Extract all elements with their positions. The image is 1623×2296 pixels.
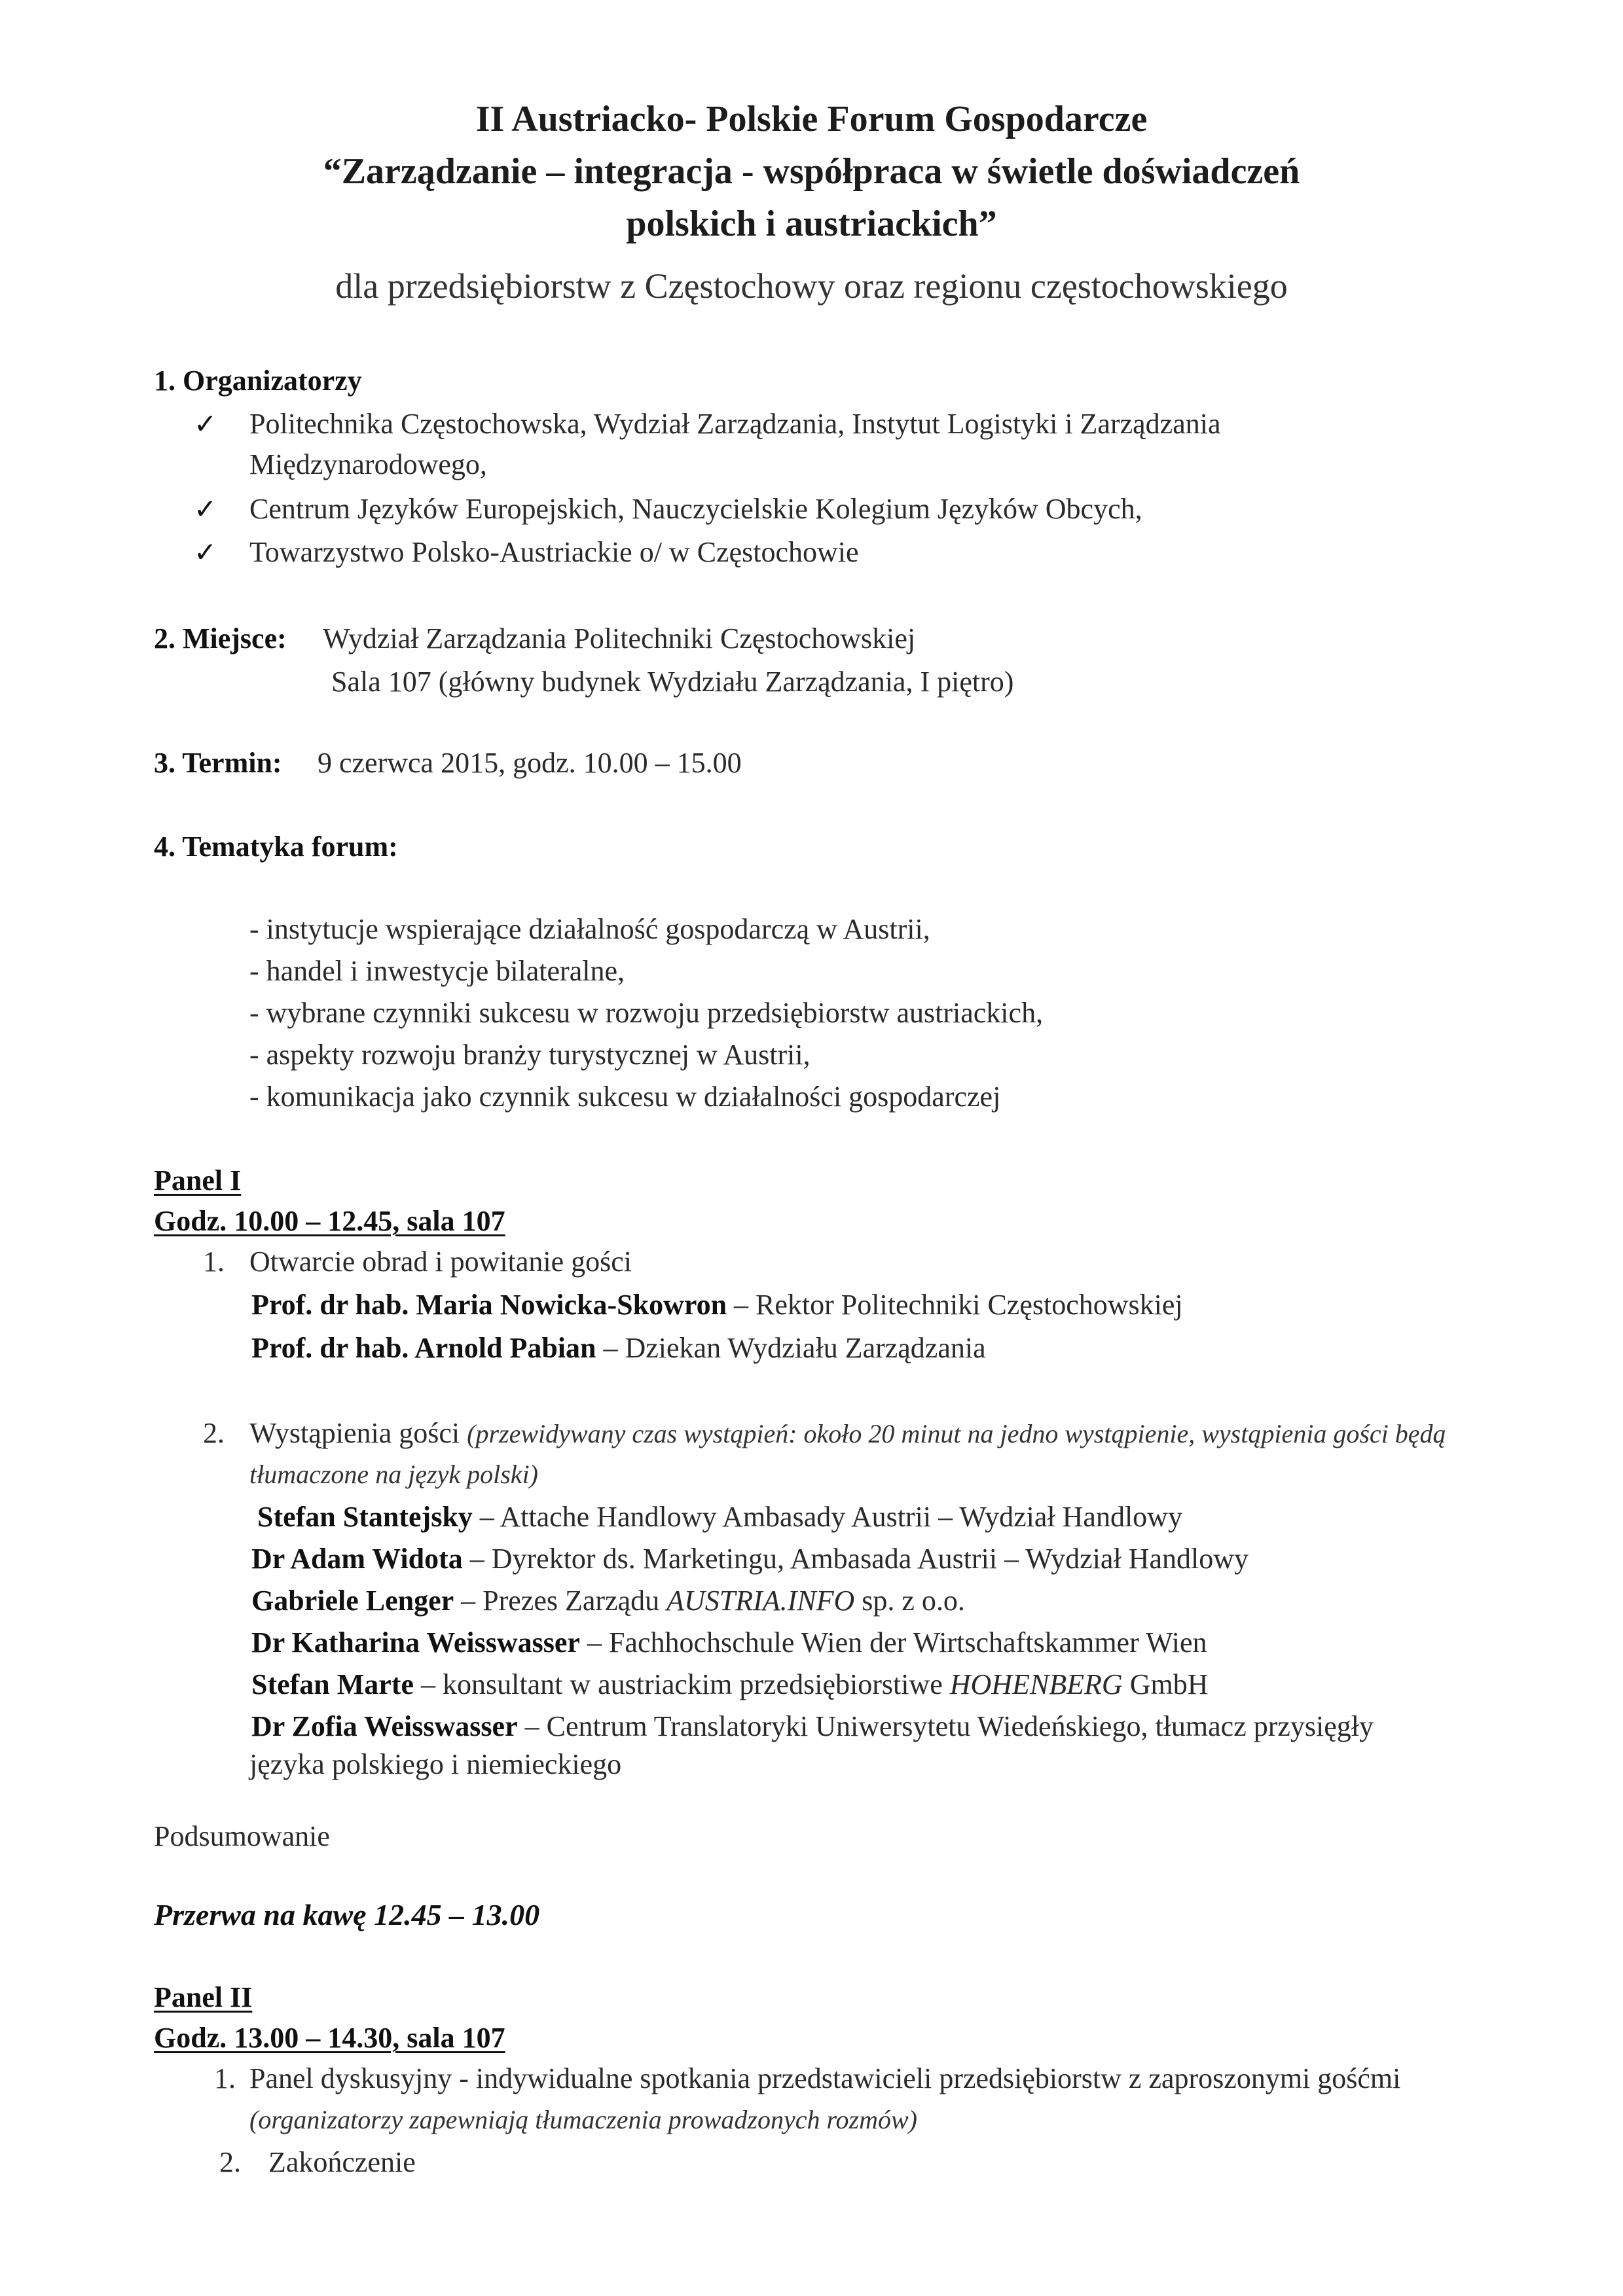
panel-2-item-2-text: Zakończenie xyxy=(268,2146,416,2178)
topic-item: - aspekty rozwoju branży turystycznej w Austrii, xyxy=(249,1039,811,1071)
speaker-name: Stefan Stantejsky xyxy=(257,1501,473,1533)
check-icon: ✓ xyxy=(194,408,217,440)
topic-item: - handel i inwestycje bilateralne, xyxy=(249,955,625,987)
panel-1-item-1-number: 1. xyxy=(203,1246,225,1278)
organizer-item: Towarzystwo Polsko-Austriackie o/ w Częstochowie xyxy=(249,536,859,568)
speaker-name: Dr Zofia Weisswasser xyxy=(251,1710,518,1742)
section-topics-heading: 4. Tematyka forum: xyxy=(154,831,398,863)
panel-1-item-2-note: (przewidywany czas wystąpień: około 20 minut na jedno wystąpienie, wystąpienia gości będą xyxy=(467,1419,1446,1448)
speaker-role: – Centrum Translatoryki Uniwersytetu Wiedeńskiego, tłumacz przysięgły xyxy=(517,1710,1374,1742)
panel-2-heading: Panel II xyxy=(154,1981,253,2013)
section-date-heading: 3. Termin: xyxy=(154,747,282,779)
guest-speaker xyxy=(251,1626,1207,1660)
panel-1-item-2 xyxy=(249,1416,1446,1450)
panel-1-item-2-note-continuation: tłumaczone na język polski) xyxy=(249,1460,538,1489)
topic-item: - instytucje wspierające działalność gospodarczą w Austrii, xyxy=(249,913,930,945)
speaker-role: – Prezes Zarządu xyxy=(454,1585,667,1617)
document-title-line-1: II Austriacko- Polskie Forum Gospodarcze xyxy=(475,99,1148,139)
organizer-item: Politechnika Częstochowska, Wydział Zarządzania, Instytut Logistyki i Zarządzania xyxy=(249,408,1221,440)
guest-speaker xyxy=(251,1584,965,1618)
speaker-role: – Rektor Politechniki Częstochowskiej xyxy=(727,1289,1183,1321)
panel-2-item-1-text: Panel dyskusyjny - indywidualne spotkania przedstawicieli przedsiębiorstw z zaproszonymi gośćmi xyxy=(249,2062,1401,2094)
guest-speaker xyxy=(251,1542,1249,1576)
place-line-2: Sala 107 (główny budynek Wydziału Zarządzania, I piętro) xyxy=(331,666,1014,698)
coffee-break: Przerwa na kawę 12.45 – 13.00 xyxy=(154,1898,540,1931)
speaker-name: Dr Adam Widota xyxy=(251,1543,463,1575)
speaker-role-end: sp. z o.o. xyxy=(854,1585,965,1617)
opening-speaker xyxy=(251,1331,986,1365)
document-title-line-2: “Zarządzanie – integracja - współpraca w świetle doświadczeń xyxy=(323,151,1300,192)
speaker-role: – konsultant w austriackim przedsiębiorstiwe xyxy=(414,1668,950,1700)
check-icon: ✓ xyxy=(194,493,217,525)
speaker-name: Gabriele Lenger xyxy=(251,1585,454,1617)
speaker-name: Dr Katharina Weisswasser xyxy=(251,1626,580,1659)
company-name: AUSTRIA.INFO xyxy=(666,1585,855,1617)
topic-item: - komunikacja jako czynnik sukcesu w działalności gospodarczej xyxy=(249,1081,1001,1113)
speaker-name: Prof. dr hab. Arnold Pabian xyxy=(251,1332,596,1364)
check-icon: ✓ xyxy=(194,536,217,568)
panel-1-item-2-text: Wystąpienia gości xyxy=(249,1417,467,1449)
speaker-role: – Attache Handlowy Ambasady Austrii – Wydział Handlowy xyxy=(472,1501,1182,1533)
topic-item: - wybrane czynniki sukcesu w rozwoju przedsiębiorstw austriackich, xyxy=(249,997,1044,1029)
company-name: HOHENBERG xyxy=(949,1668,1123,1700)
organizer-item: Centrum Języków Europejskich, Nauczycielskie Kolegium Języków Obcych, xyxy=(249,493,1142,525)
section-place-heading: 2. Miejsce: xyxy=(154,622,287,655)
speaker-role-end: GmbH xyxy=(1122,1668,1209,1700)
place-line-1: Wydział Zarządzania Politechniki Częstochowskiej xyxy=(323,622,916,655)
document-subtitle: dla przedsiębiorstw z Częstochowy oraz regionu częstochowskiego xyxy=(335,266,1288,306)
panel-1-item-2-number: 2. xyxy=(203,1417,225,1449)
panel-1-summary: Podsumowanie xyxy=(154,1820,330,1852)
guest-speaker xyxy=(251,1668,1208,1702)
panel-2-time: Godz. 13.00 – 14.30, sala 107 xyxy=(154,2022,505,2054)
speaker-role: – Dyrektor ds. Marketingu, Ambasada Austrii – Wydział Handlowy xyxy=(462,1543,1249,1575)
panel-2-item-2-number: 2. xyxy=(219,2146,241,2178)
section-organizers-heading: 1. Organizatorzy xyxy=(154,365,362,397)
guest-speaker xyxy=(251,1710,1374,1744)
speaker-name: Prof. dr hab. Maria Nowicka-Skowron xyxy=(251,1289,727,1321)
speaker-role: – Dziekan Wydziału Zarządzania xyxy=(596,1332,986,1364)
opening-speaker xyxy=(251,1288,1183,1322)
date-value: 9 czerwca 2015, godz. 10.00 – 15.00 xyxy=(318,747,742,779)
panel-1-item-1-text: Otwarcie obrad i powitanie gości xyxy=(249,1246,632,1278)
speaker-name: Stefan Marte xyxy=(251,1668,414,1700)
panel-1-heading: Panel I xyxy=(154,1164,242,1196)
organizer-item-continuation: Międzynarodowego, xyxy=(249,448,487,480)
guest-speaker-role-continuation: języka polskiego i niemieckiego xyxy=(249,1748,622,1780)
panel-2-item-1-number: 1. xyxy=(214,2062,236,2094)
document-title-line-3: polskich i austriackich” xyxy=(626,204,997,244)
speaker-role: – Fachhochschule Wien der Wirtschaftskammer Wien xyxy=(579,1626,1207,1659)
panel-1-time: Godz. 10.00 – 12.45, sala 107 xyxy=(154,1205,505,1237)
panel-2-item-1-note: (organizatorzy zapewniają tłumaczenia prowadzonych rozmów) xyxy=(249,2105,917,2134)
guest-speaker xyxy=(257,1500,1182,1534)
